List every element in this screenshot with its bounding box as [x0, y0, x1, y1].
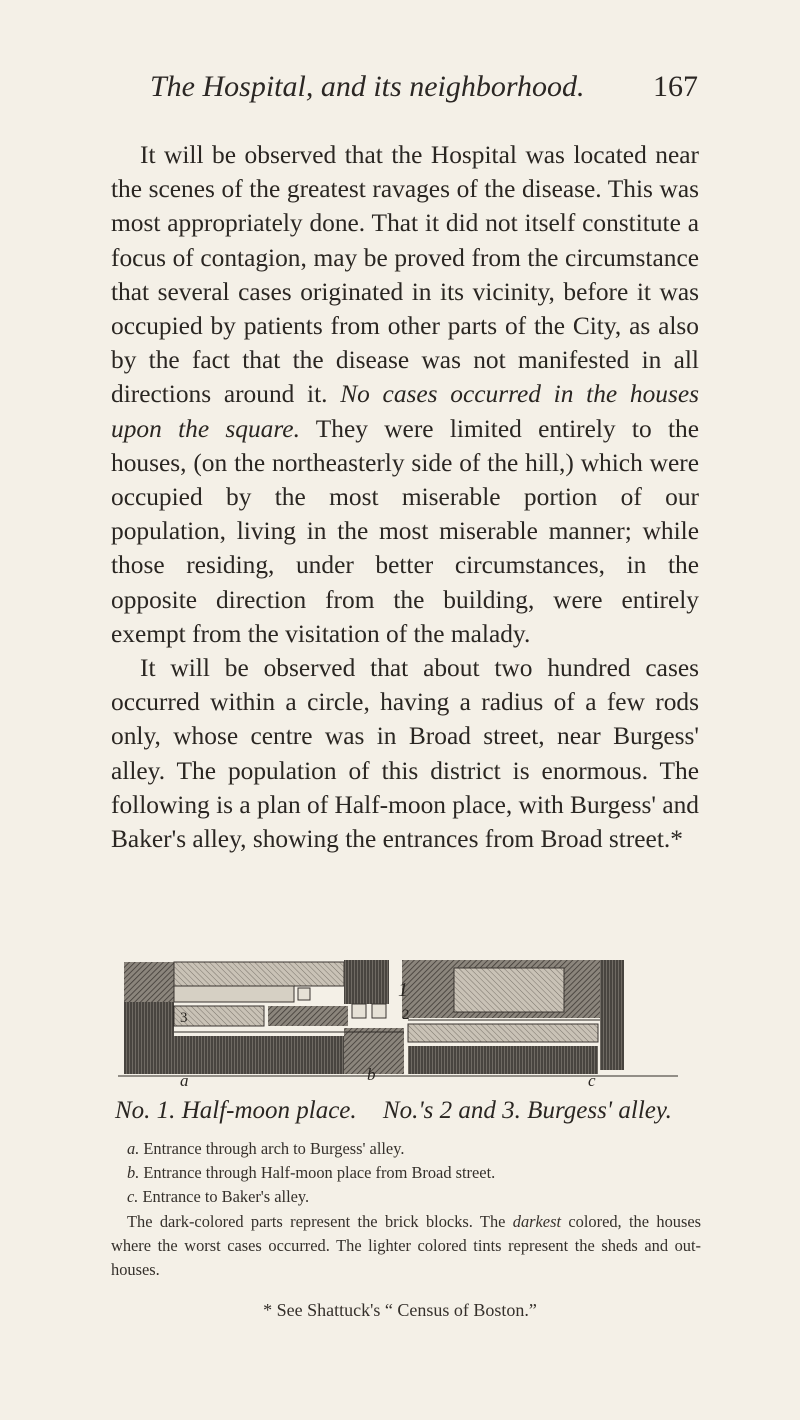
figure-caption [115, 1097, 715, 1125]
caption-half-moon: Half-moon place. [181, 1097, 357, 1124]
shed-row-1 [174, 986, 294, 1002]
paragraph-1-text-b: They were limited entirely to the houses, (on the northeasterly side of the hill,) which were occupied by the most miserable portion of our population, living in the most miserable manner; while those residing, under better circumstances, in the opposite direction from the building, were entirely exempt from the visitation of the malady. [111, 414, 699, 648]
footnote: * See Shattuck's “ Census of Boston.” [263, 1300, 537, 1320]
label-1: 1 [398, 979, 408, 1001]
paragraph-1 [111, 138, 699, 651]
legend-key-c: c. [127, 1187, 139, 1207]
legend-text-a: Entrance through arch to Burgess' alley. [143, 1139, 405, 1158]
label-c: c [588, 1071, 596, 1086]
caption-nos-2-3: No.'s 2 and 3. [382, 1097, 521, 1124]
block-left-column [124, 1002, 174, 1074]
body-text [111, 138, 699, 856]
running-head-title: The Hospital, and its neighborhood. [150, 70, 585, 103]
legend-text-b: Entrance through Half-moon place from Broad street. [143, 1163, 496, 1183]
caption-burgess: Burgess' alley. [527, 1097, 672, 1124]
block-top-mid [174, 962, 344, 986]
alley-plan-figure [118, 956, 678, 1086]
shed-small-2 [352, 1004, 366, 1018]
block-bottom-left [174, 1036, 344, 1074]
block-top-left [124, 962, 174, 1002]
block-mid-center [268, 1006, 348, 1026]
block-top-right-end [600, 960, 624, 1070]
paragraph-1-text-a: It will be observed that the Hospital was located near the scenes of the greatest ravages of the disease. This was most appropriately done. That it did not itself constitute a focus of contagion, may be proved from the circumstance that several cases originated in its vicinity, before it was occupied by patients from other parts of the City, as also by the fact that the disease was not manifested in all directions around it. [111, 141, 699, 409]
label-a: a [180, 1071, 189, 1086]
page-number: 167 [653, 70, 698, 103]
legend-note-emphasis: darkest [512, 1211, 562, 1231]
legend-note-a: The dark-colored parts represent the brick blocks. The [127, 1211, 513, 1231]
legend-key-b: b. [127, 1163, 140, 1183]
alley-plan-svg [118, 956, 678, 1086]
legend-key-a: a. [127, 1139, 140, 1158]
label-2: 2 [402, 1007, 410, 1023]
block-top-right-inner [454, 968, 564, 1012]
legend-note-b: colored, the houses where the worst cases occurred. The lighter colored tints represent the sheds and out-houses. [111, 1211, 701, 1280]
paragraph-1-emphasis: No cases occurred in the houses upon the square. [111, 380, 699, 443]
label-b: b [367, 1065, 376, 1084]
legend-item-c [111, 1185, 701, 1209]
block-mid-left [174, 1006, 264, 1026]
legend-item-b [111, 1161, 701, 1185]
legend-item-a [111, 1137, 701, 1161]
caption-no-1: No. 1. [115, 1097, 176, 1124]
shed-small-3 [372, 1004, 386, 1018]
block-bottom-right [408, 1046, 598, 1074]
shed-small-1 [298, 988, 310, 1000]
block-top-center [344, 960, 389, 1004]
paragraph-2: It will be observed that about two hundred cases occurred within a circle, having a radius of a few rods only, whose centre was in Broad street, near Burgess' alley. The population of this district is enormous. The following is a plan of Half-moon place, with Burgess' and Baker's alley, showing the entrances from Broad street.* [111, 654, 699, 854]
figure-legend [111, 1137, 701, 1282]
legend-note [111, 1210, 701, 1283]
label-3: 3 [180, 1010, 188, 1026]
block-mid-right [408, 1024, 598, 1042]
legend-text-c: Entrance to Baker's alley. [142, 1187, 310, 1207]
